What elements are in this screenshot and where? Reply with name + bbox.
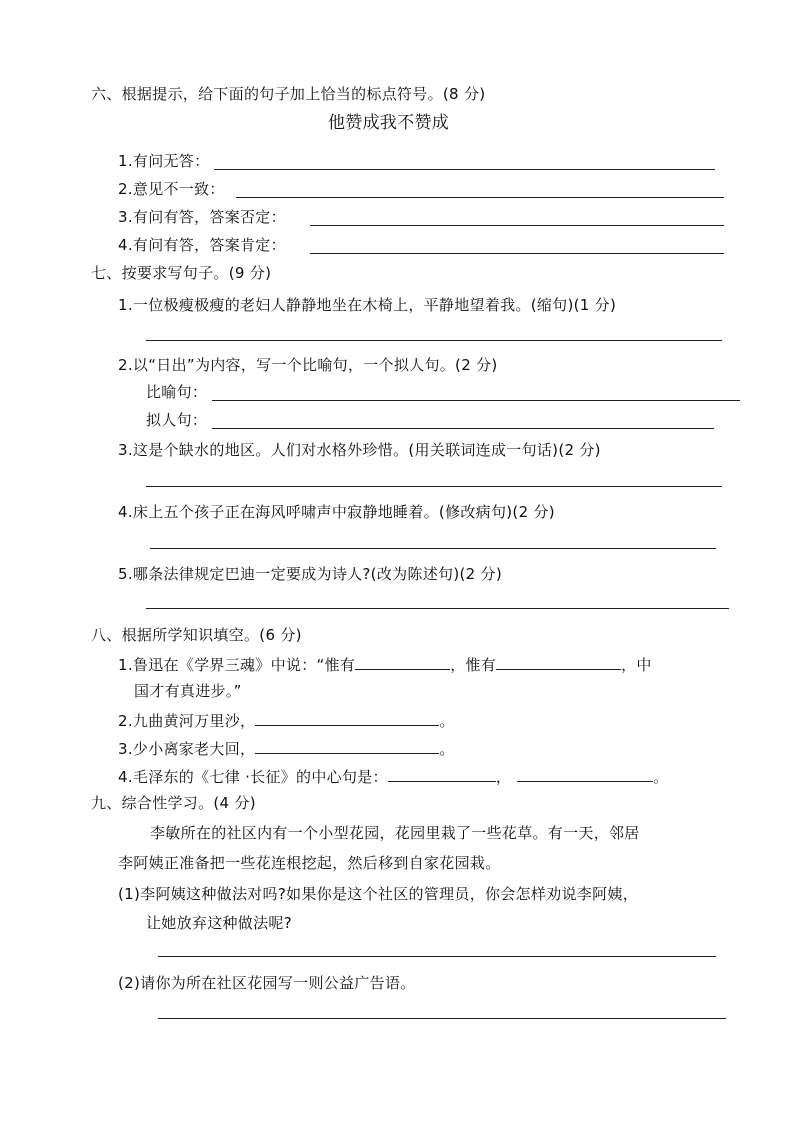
answer-line[interactable]	[146, 340, 722, 341]
answer-line[interactable]	[158, 956, 716, 957]
section8-q2	[118, 709, 455, 731]
section6-item-3: 3.有问有答，答案否定：	[118, 208, 286, 226]
section9-heading: 九、综合性学习。(4 分)	[91, 794, 256, 812]
personification-label: 拟人句：	[146, 411, 208, 429]
section7-heading: 七、按要求写句子。(9 分)	[91, 264, 272, 282]
section7-q2: 2.以“日出”为内容，写一个比喻句，一个拟人句。(2 分)	[118, 356, 498, 374]
answer-line[interactable]	[236, 197, 724, 198]
answer-line[interactable]	[310, 225, 724, 226]
answer-line[interactable]	[212, 428, 714, 429]
answer-line[interactable]	[212, 400, 740, 401]
q2-text: 2.九曲黄河万里沙，	[118, 712, 256, 730]
section6-item-1: 1.有问无答：	[118, 152, 210, 170]
section8-q3	[118, 737, 455, 759]
q1-text-b: ，惟有	[450, 656, 497, 674]
q4-text: 4.毛泽东的《七律 ·长征》的中心句是：	[118, 768, 388, 786]
section6-item-2: 2.意见不一致：	[118, 180, 225, 198]
fill-blank[interactable]	[255, 737, 439, 754]
section8-q1	[118, 653, 652, 675]
section7-q3: 3.这是个缺水的地区。人们对水格外珍惜。(用关联词连成一句话)(2 分)	[118, 441, 601, 459]
answer-line[interactable]	[310, 253, 724, 254]
section6-item-4: 4.有问有答，答案肯定：	[118, 236, 286, 254]
answer-line[interactable]	[150, 548, 716, 549]
section6-heading: 六、根据提示，给下面的句子加上恰当的标点符号。(8 分)	[91, 85, 486, 103]
period: 。	[653, 768, 669, 786]
answer-line[interactable]	[158, 1018, 726, 1019]
section7-q4: 4.床上五个孩子正在海风呼啸声中寂静地睡着。(修改病句)(2 分)	[118, 503, 555, 521]
passage-line-2: 李阿姨正准备把一些花连根挖起，然后移到自家花园栽。	[118, 854, 501, 872]
answer-line[interactable]	[146, 486, 722, 487]
section8-heading: 八、根据所学知识填空。(6 分)	[91, 626, 302, 644]
fill-blank[interactable]	[388, 765, 496, 782]
answer-line[interactable]	[146, 608, 729, 609]
period: 。	[439, 740, 455, 758]
fill-blank[interactable]	[255, 709, 439, 726]
period: 。	[439, 712, 455, 730]
section6-sentence: 他赞成我不赞成	[328, 113, 450, 133]
q3-text: 3.少小离家老大回，	[118, 740, 256, 758]
section9-q1-line1: (1)李阿姨这种做法对吗?如果你是这个社区的管理员，你会怎样劝说李阿姨，	[118, 885, 639, 903]
fill-blank[interactable]	[355, 653, 450, 670]
answer-line[interactable]	[214, 169, 715, 170]
section7-q5: 5.哪条法律规定巴迪一定要成为诗人?(改为陈述句)(2 分)	[118, 565, 502, 583]
q1-text-c: ，中	[621, 656, 652, 674]
passage-line-1: 李敏所在的社区内有一个小型花园，花园里栽了一些花草。有一天，邻居	[150, 824, 640, 842]
fill-blank[interactable]	[517, 765, 653, 782]
comma: ，	[495, 768, 512, 786]
section8-q4	[118, 765, 668, 787]
section8-q1-cont: 国才有真进步。”	[134, 682, 242, 700]
simile-label: 比喻句：	[146, 383, 208, 401]
q1-text-a: 1.鲁迅在《学界三魂》中说：“惟有	[118, 656, 356, 674]
section9-q2: (2)请你为所在社区花园写一则公益广告语。	[118, 974, 416, 992]
section9-q1-line2: 让她放弃这种做法呢?	[146, 914, 292, 932]
fill-blank[interactable]	[496, 653, 621, 670]
section7-q1: 1.一位极瘦极瘦的老妇人静静地坐在木椅上，平静地望着我。(缩句)(1 分)	[118, 296, 617, 314]
